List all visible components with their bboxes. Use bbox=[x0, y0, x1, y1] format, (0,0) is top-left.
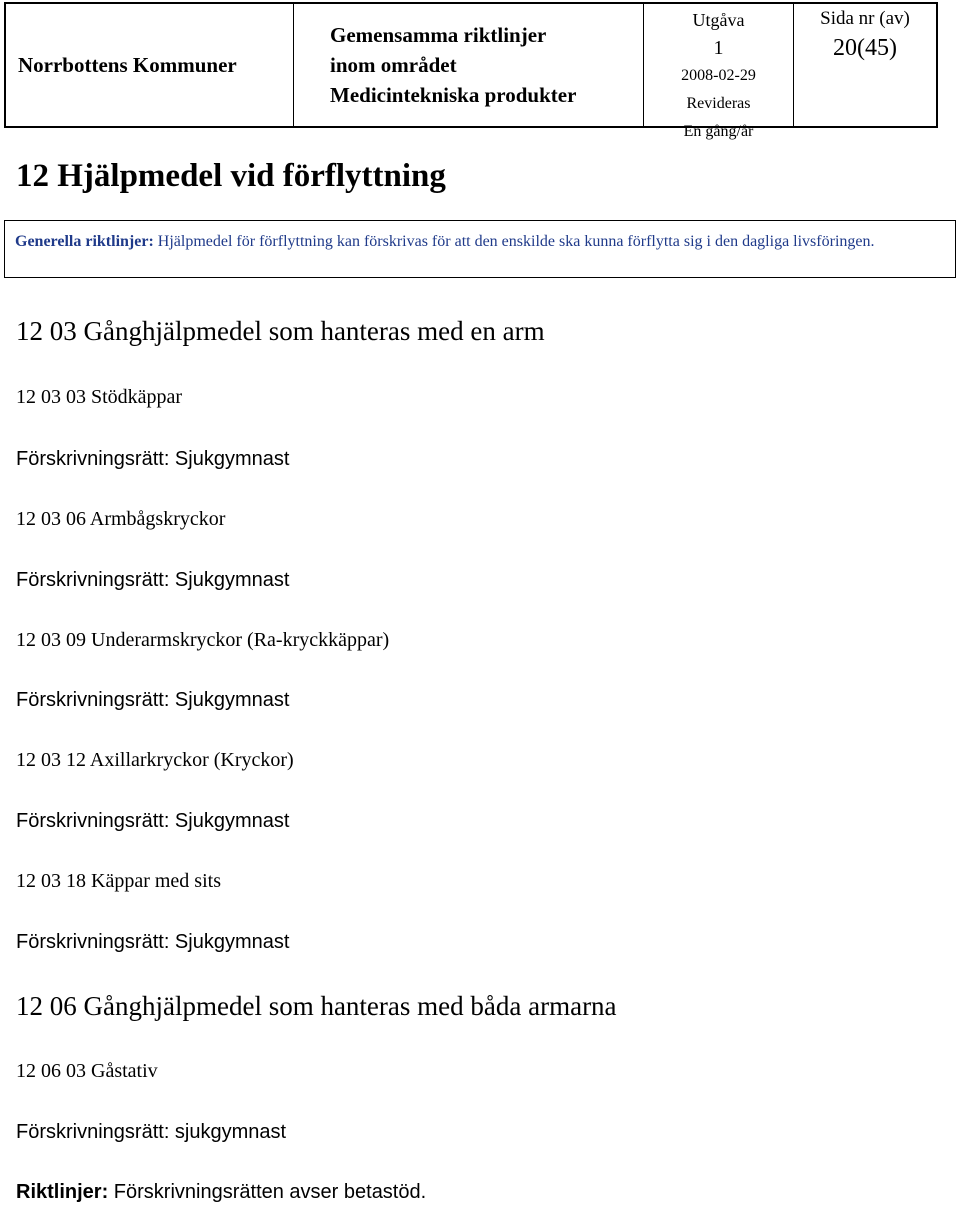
section-heading: 12 03 Gånghjälpmedel som hanteras med en arm bbox=[16, 316, 545, 346]
general-guideline-text: Hjälpmedel för förflyttning kan förskrivas för att den enskilde ska kunna förflytta sig i den dagliga livsföringen. bbox=[153, 233, 875, 250]
prescription-right: Förskrivningsrätt: Sjukgymnast bbox=[16, 931, 290, 953]
prescription-right: Förskrivningsrätt: Sjukgymnast bbox=[16, 569, 290, 591]
title-line: Gemensamma riktlinjer bbox=[330, 23, 547, 47]
document-title bbox=[294, 4, 644, 126]
item-code: 12 06 03 Gåstativ bbox=[16, 1060, 158, 1082]
page-number: 20(45) bbox=[833, 35, 897, 61]
guideline-note bbox=[16, 1181, 426, 1204]
prescription-right: Förskrivningsrätt: Sjukgymnast bbox=[16, 448, 290, 470]
prescription-right: Förskrivningsrätt: Sjukgymnast bbox=[16, 689, 290, 711]
guideline-text: Förskrivningsrätten avser betastöd. bbox=[108, 1181, 427, 1203]
general-guideline-box bbox=[4, 220, 956, 278]
title-line: Medicintekniska produkter bbox=[330, 83, 577, 107]
edition-value: 1 bbox=[713, 37, 724, 59]
edition-date: 2008-02-29 bbox=[681, 67, 756, 84]
prescription-right: Förskrivningsrätt: Sjukgymnast bbox=[16, 810, 290, 832]
guideline-label: Riktlinjer: bbox=[16, 1181, 109, 1203]
item-code: 12 03 12 Axillarkryckor (Kryckor) bbox=[16, 749, 294, 771]
title-line: inom området bbox=[330, 53, 457, 77]
edition-info bbox=[644, 4, 794, 140]
organization-name: Norrbottens Kommuner bbox=[6, 4, 294, 126]
chapter-heading: 12 Hjälpmedel vid förflyttning bbox=[16, 158, 446, 194]
item-code: 12 03 09 Underarmskryckor (Ra-kryckkäppar) bbox=[16, 629, 390, 651]
section-heading: 12 06 Gånghjälpmedel som hanteras med båda armarna bbox=[16, 991, 617, 1021]
item-code: 12 03 06 Armbågskryckor bbox=[16, 508, 226, 530]
general-guideline-lead: Generella riktlinjer: bbox=[15, 233, 154, 250]
item-code: 12 03 18 Käppar med sits bbox=[16, 870, 221, 892]
revise-value: En gång/år bbox=[683, 123, 754, 140]
item-code: 12 03 03 Stödkäppar bbox=[16, 386, 183, 408]
edition-label: Utgåva bbox=[692, 10, 745, 30]
page-label: Sida nr (av) bbox=[820, 8, 910, 29]
document-header bbox=[4, 2, 938, 140]
prescription-right: Förskrivningsrätt: sjukgymnast bbox=[16, 1121, 287, 1143]
revise-label: Revideras bbox=[686, 95, 751, 112]
page-info bbox=[794, 4, 936, 126]
